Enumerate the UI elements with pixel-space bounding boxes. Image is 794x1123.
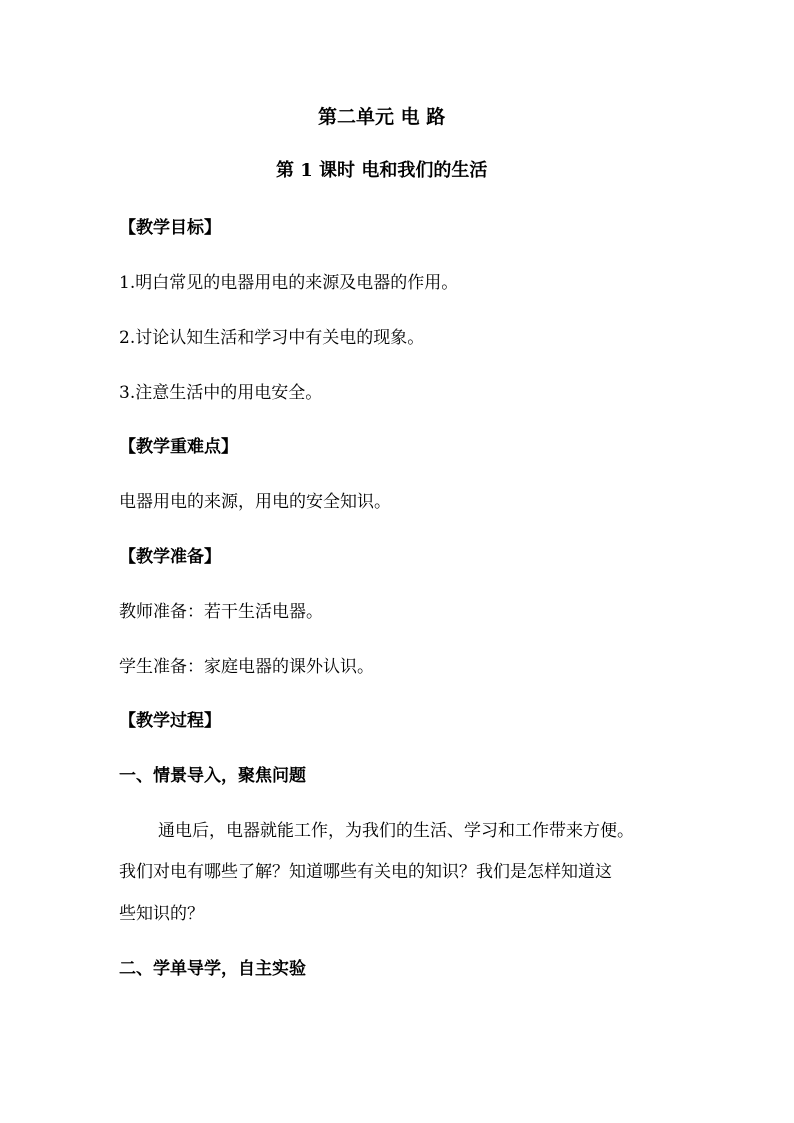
lesson-title: 第 1 课时 电和我们的生活 xyxy=(276,160,488,181)
step1-heading: 一、情景导入，聚焦问题 xyxy=(119,766,306,786)
step1-paragraph-line-1: 通电后，电器就能工作，为我们的生活、学习和工作带来方便。 xyxy=(158,821,634,841)
student-preparation: 学生准备：家庭电器的课外认识。 xyxy=(119,657,374,677)
unit-title: 第二单元 电 路 xyxy=(318,106,446,128)
key-points-text: 电器用电的来源，用电的安全知识。 xyxy=(119,492,391,512)
process-heading: 【教学过程】 xyxy=(119,711,221,731)
step2-heading: 二、学单导学，自主实验 xyxy=(119,959,306,979)
objective-item-1: 1.明白常见的电器用电的来源及电器的作用。 xyxy=(119,273,459,293)
objective-item-2: 2.讨论认知生活和学习中有关电的现象。 xyxy=(119,328,425,348)
objectives-heading: 【教学目标】 xyxy=(119,218,221,238)
key-points-heading: 【教学重难点】 xyxy=(119,437,238,457)
step1-paragraph-line-3: 些知识的？ xyxy=(119,904,204,924)
objective-item-3: 3.注意生活中的用电安全。 xyxy=(119,383,323,403)
teacher-preparation: 教师准备：若干生活电器。 xyxy=(119,602,323,622)
preparation-heading: 【教学准备】 xyxy=(119,547,221,567)
step1-paragraph-line-2: 我们对电有哪些了解？知道哪些有关电的知识？我们是怎样知道这 xyxy=(119,862,612,882)
